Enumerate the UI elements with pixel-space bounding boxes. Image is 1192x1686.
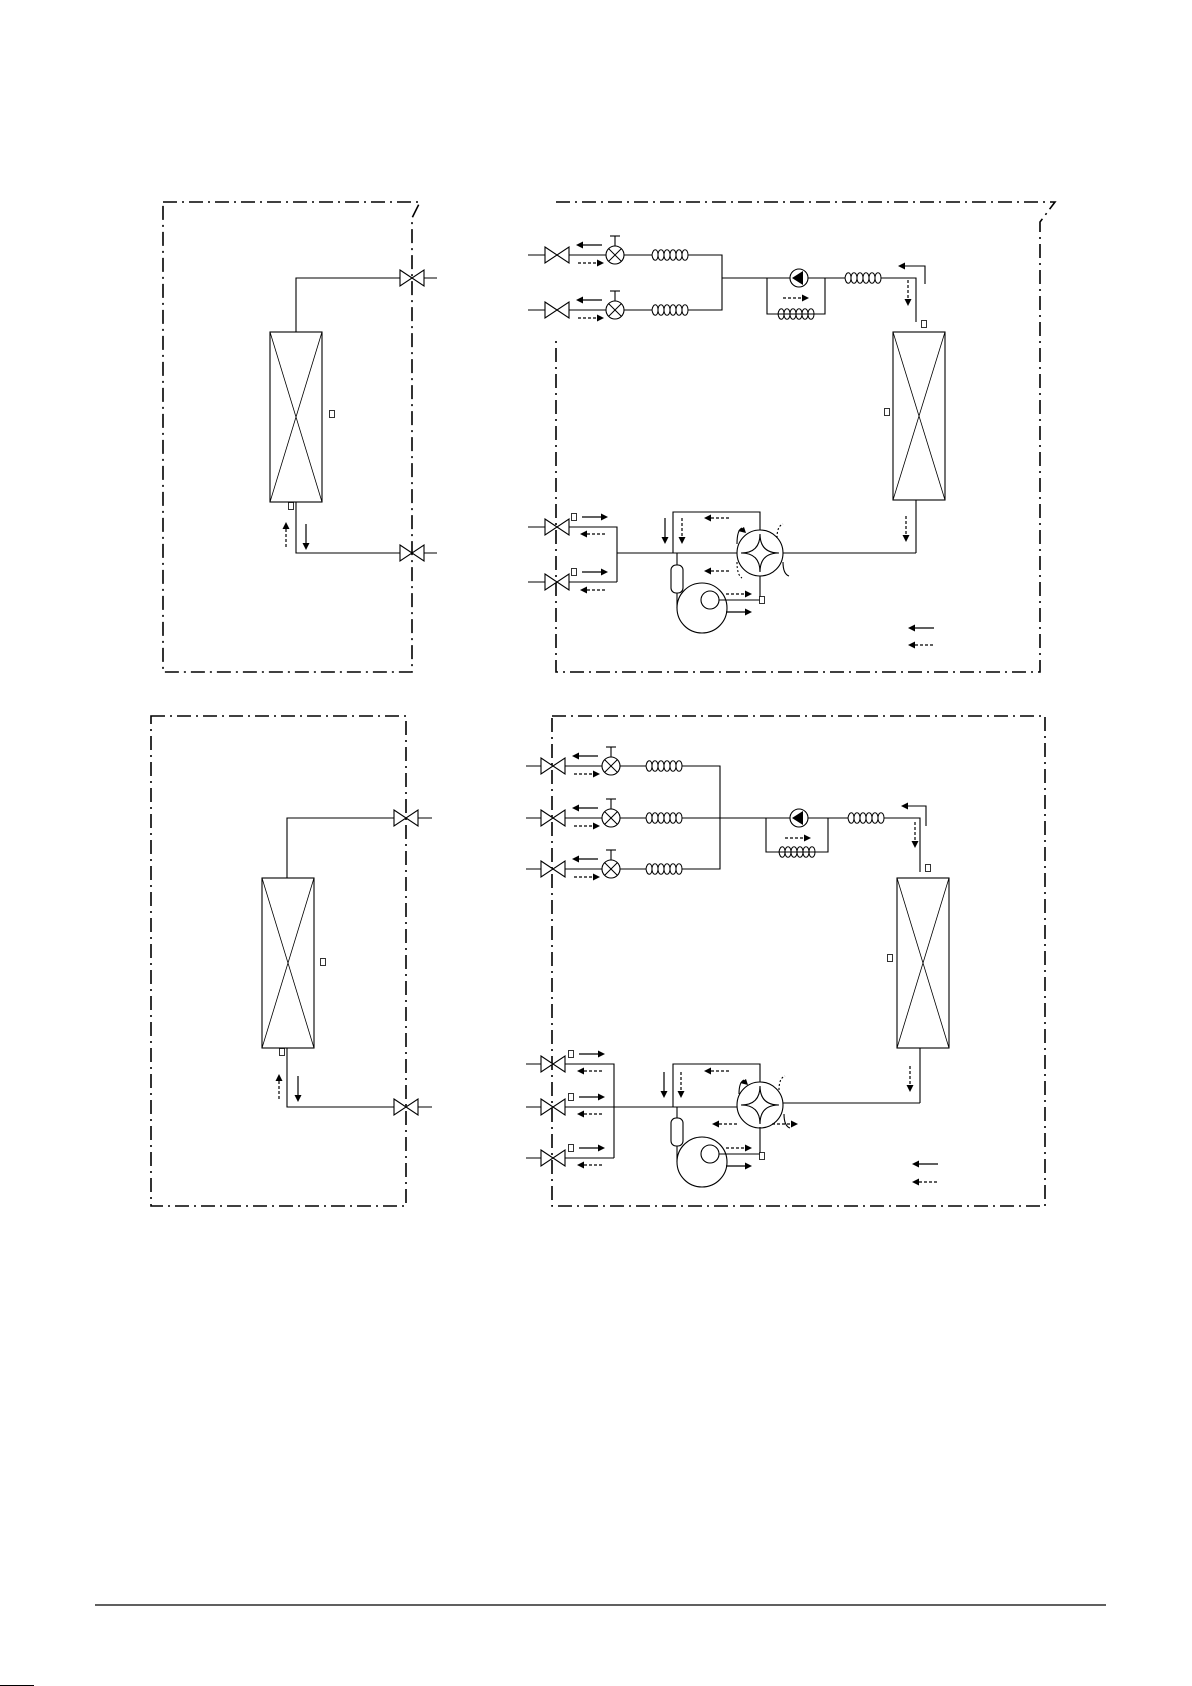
service-valve-icon — [545, 519, 569, 535]
outdoor-heat-exchanger-icon — [897, 878, 949, 1048]
outdoor-unit-boundary — [552, 716, 1045, 1206]
diagram-2 — [151, 716, 1045, 1206]
compressor-icon — [677, 1137, 727, 1187]
capillary-coil-icon — [646, 864, 682, 875]
legend-heating-arrow-icon — [908, 642, 934, 649]
flow-arrow-icon — [726, 609, 752, 616]
flow-arrow-icon — [704, 515, 730, 522]
legend-cooling-arrow-icon — [908, 625, 934, 632]
flow-arrow-icon — [579, 1094, 605, 1101]
capillary-coil-icon — [652, 305, 688, 316]
flow-arrow-icon — [777, 524, 783, 538]
flow-arrow-icon — [779, 1076, 785, 1090]
service-valve-icon — [541, 758, 565, 774]
flow-arrow-icon — [726, 1163, 752, 1170]
flow-arrow-icon — [662, 518, 669, 544]
legend-heating-arrow-icon — [912, 1179, 938, 1186]
indoor-heat-exchanger-icon — [270, 332, 322, 502]
flow-arrow-icon — [577, 1068, 603, 1075]
flow-arrow-icon — [783, 562, 789, 576]
service-valve-icon — [541, 810, 565, 826]
service-valve-icon — [545, 247, 569, 263]
check-valve-icon — [790, 269, 808, 287]
check-valve-icon — [790, 809, 808, 827]
flow-arrow-icon — [576, 242, 602, 249]
flow-arrow-icon — [579, 1145, 605, 1152]
capillary-coil-icon — [646, 813, 682, 824]
flow-arrow-icon — [572, 856, 598, 863]
flow-arrow-icon — [903, 516, 910, 542]
service-valve-icon — [541, 1150, 565, 1166]
flow-arrow-icon — [580, 531, 606, 538]
flow-arrow-icon — [578, 260, 604, 267]
flow-arrow-icon — [582, 569, 608, 576]
flow-arrow-icon — [577, 1111, 603, 1118]
service-valve-icon — [541, 861, 565, 877]
service-valve-icon — [541, 1056, 565, 1072]
service-valve-icon — [541, 1099, 565, 1115]
flow-arrow-icon — [295, 1076, 302, 1102]
flow-arrow-icon — [574, 874, 600, 881]
capillary-coil-icon — [652, 250, 688, 261]
flow-arrow-icon — [572, 753, 598, 760]
flow-arrow-icon — [582, 514, 608, 521]
accumulator-icon — [671, 565, 683, 593]
accumulator-icon — [671, 1118, 683, 1146]
indoor-unit-boundary — [163, 202, 420, 672]
flow-arrow-icon — [901, 803, 926, 827]
flow-arrow-icon — [907, 1066, 914, 1092]
service-valve-icon — [545, 302, 569, 318]
capillary-coil-icon — [845, 273, 881, 284]
expansion-valve-icon — [602, 747, 620, 775]
legend — [908, 625, 934, 649]
indoor-unit-boundary — [151, 716, 406, 1206]
flow-arrow-icon — [905, 280, 912, 306]
service-valve-icon — [545, 574, 569, 590]
flow-arrow-icon — [574, 771, 600, 778]
flow-arrow-icon — [712, 1121, 738, 1128]
flow-arrow-icon — [579, 1051, 605, 1058]
flow-arrow-icon — [276, 1074, 283, 1100]
flow-arrow-icon — [898, 263, 925, 285]
flow-arrow-icon — [303, 524, 310, 550]
diagram-1 — [163, 202, 1055, 672]
expansion-valve-icon — [606, 236, 624, 264]
flow-arrow-icon — [704, 1068, 730, 1075]
flow-arrow-icon — [578, 315, 604, 322]
flow-arrow-icon — [679, 518, 686, 544]
flow-arrow-icon — [572, 805, 598, 812]
flow-arrow-icon — [577, 1162, 603, 1169]
flow-arrow-icon — [726, 1145, 752, 1152]
expansion-valve-icon — [606, 291, 624, 319]
flow-arrow-icon — [783, 295, 809, 302]
legend-cooling-arrow-icon — [912, 1161, 938, 1168]
capillary-coil-icon — [646, 761, 682, 772]
flow-arrow-icon — [661, 1072, 668, 1098]
flow-arrow-icon — [704, 568, 730, 575]
capillary-coil-icon — [848, 813, 884, 824]
flow-arrow-icon — [283, 522, 290, 548]
flow-arrow-icon — [678, 1072, 685, 1098]
flow-arrow-icon — [574, 823, 600, 830]
flow-arrow-icon — [784, 1114, 790, 1128]
flow-arrow-icon — [785, 835, 811, 842]
outdoor-heat-exchanger-icon — [893, 332, 945, 500]
flow-arrow-icon — [726, 591, 752, 598]
flow-arrow-icon — [912, 822, 919, 848]
indoor-heat-exchanger-icon — [262, 878, 314, 1048]
flow-arrow-icon — [576, 297, 602, 304]
four-way-valve-icon — [737, 1082, 783, 1128]
four-way-valve-icon — [737, 530, 783, 576]
flow-arrow-icon — [580, 587, 606, 594]
expansion-valve-icon — [602, 799, 620, 827]
legend — [912, 1161, 938, 1186]
compressor-icon — [677, 583, 727, 633]
expansion-valve-icon — [602, 850, 620, 878]
